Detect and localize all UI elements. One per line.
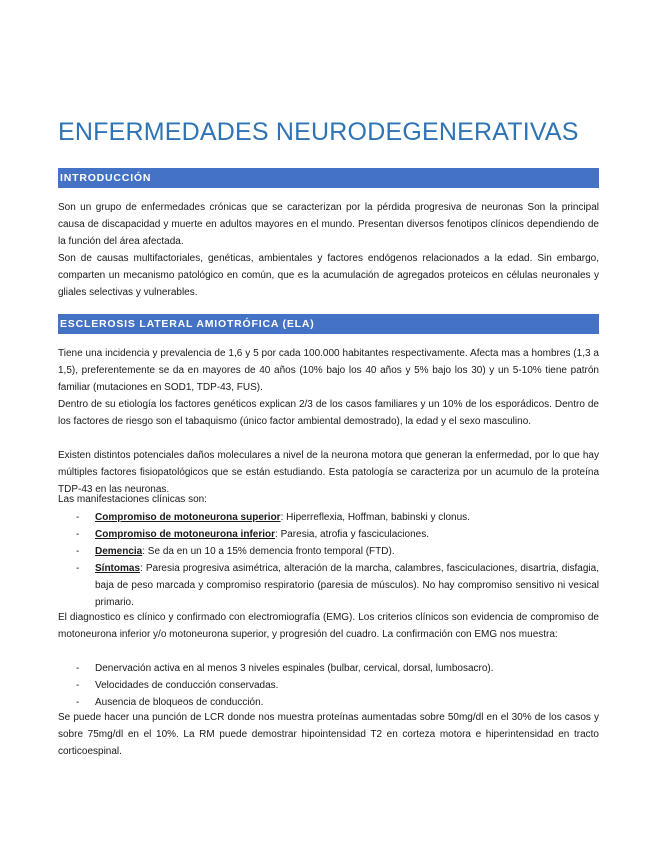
list-item-label: Demencia: [95, 546, 143, 557]
page-title: ENFERMEDADES NEURODEGENERATIVAS: [58, 118, 579, 146]
ela-paragraph-4: Las manifestaciones clínicas son:: [58, 494, 207, 505]
list-item: [58, 509, 599, 526]
list-item-text: : Paresia progresiva asimétrica, alteración de la marcha, calambres, fasciculaciones, disartria, disfagia, baja de peso marcada y compromiso respiratorio (paresia de músculos). No hay compromiso sensitivo ni vesical primario.: [95, 563, 599, 608]
list-item-text: Denervación activa en al menos 3 niveles espinales (bulbar, cervical, dorsal, lumbosacro).: [95, 663, 494, 674]
list-item-label: Compromiso de motoneurona superior: [95, 512, 281, 523]
dash-bullet: -: [76, 546, 80, 557]
list-item: [58, 677, 599, 694]
ela-paragraph-5: El diagnostico es clínico y confirmado con electromiografía (EMG). Los criterios clínicos son evidencia de compromiso de motoneurona inferior y/o motoneurona superior, y progresión del cuadro. La confirmación con EMG nos muestra:: [58, 612, 599, 640]
list-item-label: Síntomas: [95, 563, 141, 574]
ela-paragraph-2: Dentro de su etiología los factores genéticos explican 2/3 de los casos familiares y un 10% de los esporádicos. Dentro de los factores de riesgo son el tabaquismo (único factor ambiental demostrado), la edad y el sexo masculino.: [58, 399, 599, 427]
dash-bullet: -: [76, 697, 80, 708]
section-heading-ela: ESCLEROSIS LATERAL AMIOTRÓFICA (ELA): [58, 314, 599, 334]
list-item-label: Compromiso de motoneurona inferior: [95, 529, 276, 540]
intro-paragraph-2: Son de causas multifactoriales, genéticas, ambientales y factores endógenos relacionados a la edad. Sin embargo, comparten un mecanismo patológico en común, que es la acumulación de agregados proteicos en células neuronales y gliales selectivas y vulnerables.: [58, 253, 599, 298]
list-item-text: : Se da en un 10 a 15% demencia fronto temporal (FTD).: [142, 546, 395, 557]
list-item-text: : Hiperreflexia, Hoffman, babinski y clonus.: [280, 512, 470, 523]
intro-paragraph-1: Son un grupo de enfermedades crónicas que se caracterizan por la pérdida progresiva de neuronas Son la principal causa de discapacidad y muerte en adultos mayores en el mundo. Presentan diversos fenotipos clínicos dependiendo de la función del área afectada.: [58, 202, 599, 247]
section-heading-introduccion: INTRODUCCIÓN: [58, 168, 599, 188]
dash-bullet: -: [76, 512, 80, 523]
ela-paragraph-1: Tiene una incidencia y prevalencia de 1,6 y 5 por cada 100.000 habitantes respectivamente. Afecta mas a hombres (1,3 a 1,5), preferentemente se da en mayores de 40 años (10% bajo los 40 años y 5% bajo los 30) y un 5-10% tiene patrón familiar (mutaciones en SOD1, TDP-43, FUS).: [58, 348, 599, 393]
list-item-text: : Paresia, atrofia y fasciculaciones.: [275, 529, 429, 540]
emg-findings-list: [58, 660, 599, 711]
manifestations-list: [58, 509, 599, 611]
list-item-text: Velocidades de conducción conservadas.: [95, 680, 279, 691]
dash-bullet: -: [76, 680, 80, 691]
ela-paragraph-3: Existen distintos potenciales daños moleculares a nivel de la neurona motora que generan la enfermedad, por lo que hay múltiples factores fisiopatológicos que se están estudiando. Esta patología se caracteriza por un acumulo de la proteína TDP-43 en las neuronas.: [58, 450, 599, 495]
list-item: [58, 660, 599, 677]
dash-bullet: -: [76, 529, 80, 540]
list-item: [58, 560, 599, 611]
list-item: [58, 526, 599, 543]
list-item-text: Ausencia de bloqueos de conducción.: [95, 697, 264, 708]
dash-bullet: -: [76, 563, 80, 574]
dash-bullet: -: [76, 663, 80, 674]
ela-paragraph-6: Se puede hacer una punción de LCR donde nos muestra proteínas aumentadas sobre 50mg/dl en el 30% de los casos y sobre 75mg/dl en el 10%. La RM puede demostrar hipointensidad T2 en corteza motora e hiperintensidad en tracto corticoespinal.: [58, 712, 599, 757]
list-item: [58, 543, 599, 560]
